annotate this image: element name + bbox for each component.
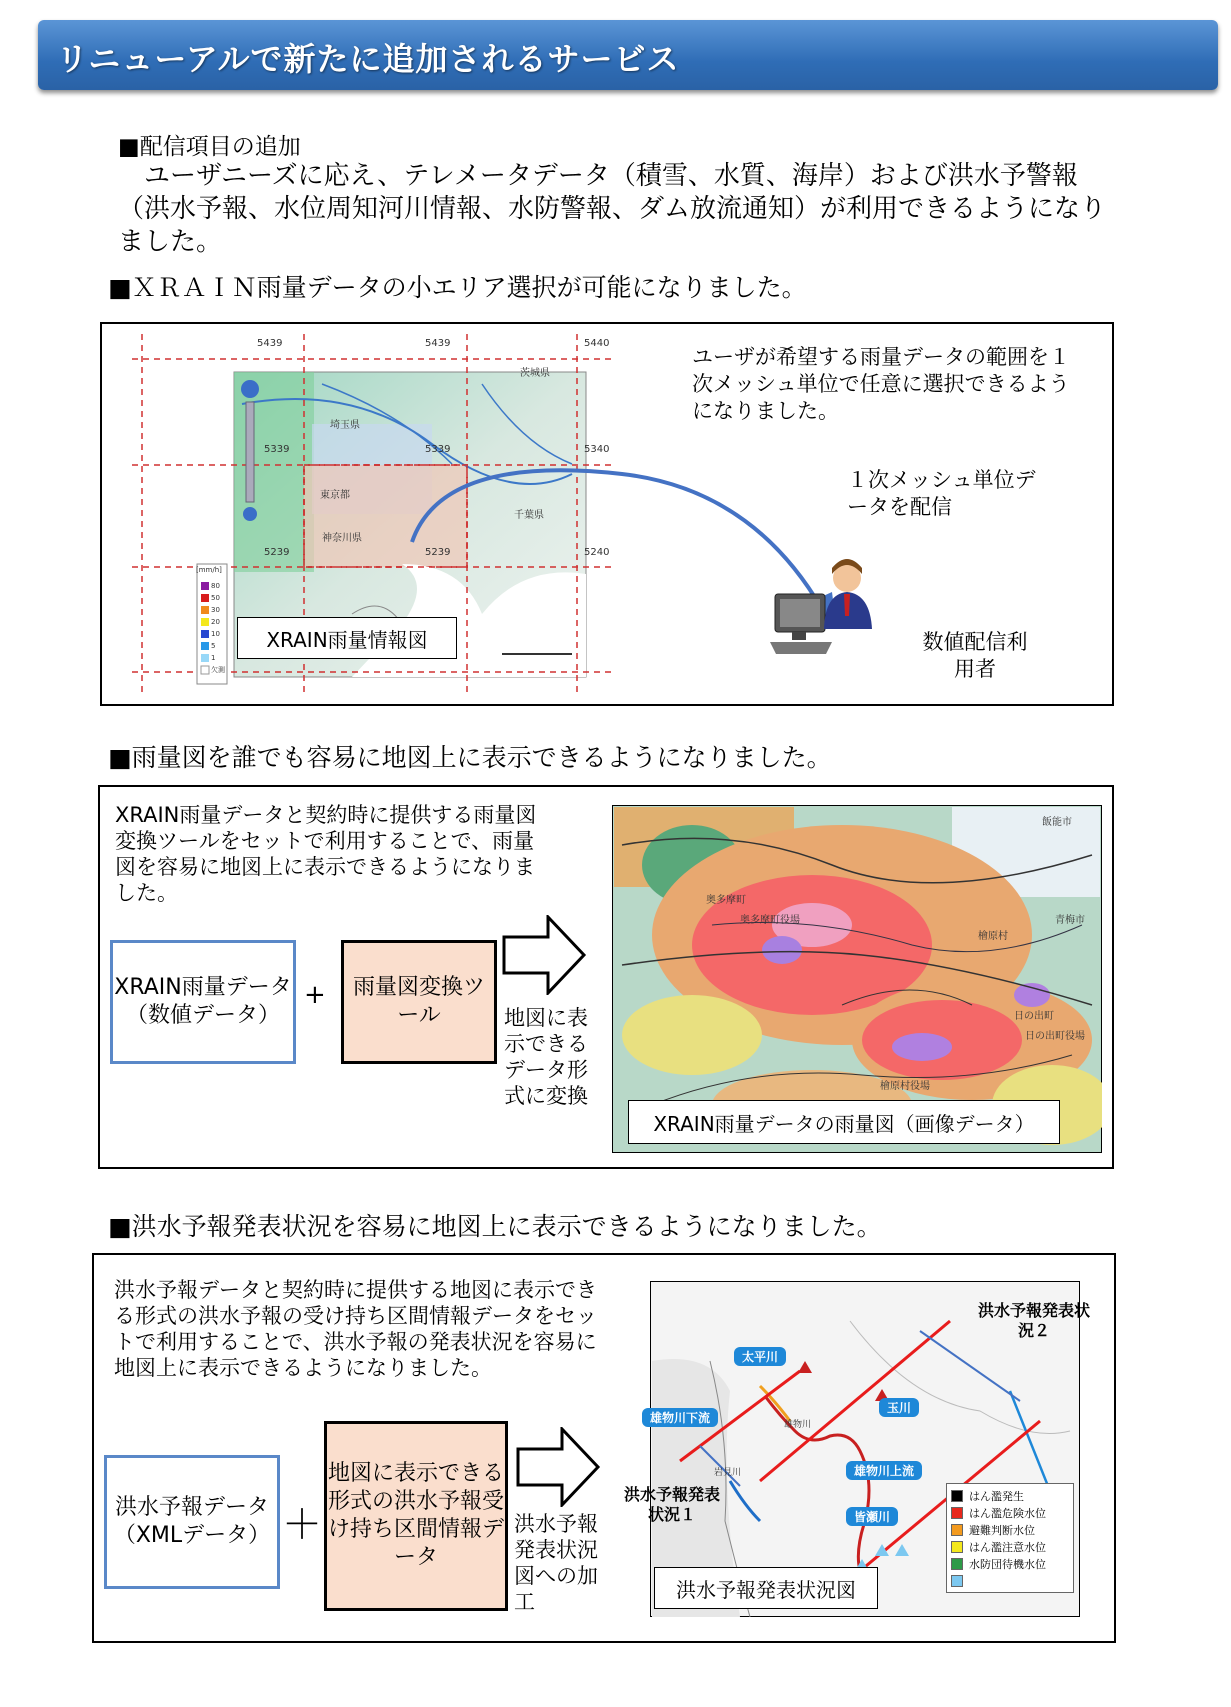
legend-row [951, 1555, 1069, 1572]
legend-value: 30 [211, 606, 220, 614]
status1-label: 洪水予報発表状況１ [623, 1485, 720, 1524]
legend-values [211, 580, 225, 676]
processing-arrow-label: 洪水予報発表状況図への加工 [514, 1512, 598, 1614]
section1-heading: ■配信項目の追加 [118, 134, 301, 160]
section-info-box: 地図に表示できる形式の洪水予報受け持ち区間情報データ [324, 1421, 508, 1611]
legend-value: 1 [211, 654, 216, 662]
place-label: 埼玉県 [330, 420, 360, 431]
section1-body: ユーザニーズに応え、テレメータデータ（積雪、水質、海岸）および洪水予警報（洪水予報、水位周知河川情報、水防警報、ダム放流通知）が利用できるようになりました。 [118, 161, 1107, 257]
mesh-code: 5339 [264, 444, 290, 455]
place-label: 檜原村役場 [880, 1081, 930, 1092]
legend-row [951, 1521, 1069, 1538]
place-label: 檜原村 [978, 931, 1008, 942]
map-caption: XRAIN雨量情報図 [237, 617, 457, 659]
banner-title: リニューアルで新たに追加されるサービス [56, 40, 680, 78]
flood-map-caption: 洪水予報発表状況図 [654, 1567, 878, 1609]
mesh-code: 5239 [425, 547, 451, 558]
legend-label: 水防団待機水位 [969, 1557, 1046, 1571]
legend-row [951, 1572, 1069, 1589]
right-arrow-icon [500, 915, 590, 995]
legend-label: はん濫危険水位 [969, 1506, 1046, 1520]
legend-label: はん濫発生 [969, 1489, 1024, 1503]
legend-row [951, 1504, 1069, 1521]
legend-swatch [951, 1541, 963, 1553]
right-arrow-icon [514, 1427, 604, 1507]
plus-sign: ＋ [282, 1502, 322, 1548]
place-label: 東京都 [320, 490, 350, 501]
legend-label: はん濫注意水位 [969, 1540, 1046, 1554]
section4-heading: ■洪水予報発表状況を容易に地図上に表示できるようになりました。 [108, 1212, 882, 1241]
conversion-arrow-label: 地図に表示できるデータ形式に変換 [504, 1006, 588, 1108]
mesh-code: 5439 [425, 338, 451, 349]
legend-unit: [mm/h] [196, 566, 222, 574]
legend-value: 5 [211, 642, 216, 650]
flood-legend [946, 1483, 1074, 1593]
place-label: 茨城県 [520, 368, 550, 379]
flood-data-box: 洪水予報データ（XMLデータ） [104, 1455, 280, 1589]
legend-value: 80 [211, 582, 220, 590]
mesh-arrow-label: １次メッシュ単位データを配信 [847, 468, 1036, 519]
section3-description: XRAIN雨量データと契約時に提供する雨量図変換ツールをセットで利用することで、雨量図を容易に地図上に表示できるようになりました。 [115, 803, 537, 905]
legend-value: 10 [211, 630, 220, 638]
place-label: 飯能市 [1042, 817, 1072, 828]
plus-sign: + [304, 980, 326, 1010]
section2-description: ユーザが希望する雨量データの範囲を１次メッシュ単位で任意に選択できるようになりました。 [692, 345, 1070, 423]
mesh-code: 5440 [584, 338, 610, 349]
place-label: 奥多摩町 [706, 895, 746, 906]
river-label: 玉川 [879, 1398, 919, 1417]
place-label: 奥多摩町役場 [740, 915, 800, 926]
place-label: 日の出町 [1014, 1011, 1054, 1022]
rainfall-map-caption: XRAIN雨量データの雨量図（画像データ） [628, 1100, 1060, 1144]
xrain-data-box: XRAIN雨量データ（数値データ） [110, 940, 296, 1064]
legend-row [951, 1538, 1069, 1555]
river-label: 皆瀬川 [846, 1507, 898, 1526]
place-label: 千葉県 [514, 510, 544, 521]
place-label: 青梅市 [1055, 915, 1085, 926]
legend-row [951, 1487, 1069, 1504]
section3-heading: ■雨量図を誰でも容易に地図上に表示できるようになりました。 [108, 743, 832, 772]
legend-swatch [951, 1558, 963, 1570]
section2-heading: ■ＸＲＡＩＮ雨量データの小エリア選択が可能になりました。 [108, 273, 807, 302]
section3-box [98, 785, 1114, 1169]
river-label: 雄物川上流 [846, 1461, 922, 1480]
legend-label: 避難判断水位 [969, 1523, 1035, 1537]
legend-swatch [951, 1524, 963, 1536]
section4-box [92, 1253, 1116, 1643]
status2-label: 洪水予報発表状況２ [977, 1301, 1090, 1340]
mesh-code: 5240 [584, 547, 610, 558]
place-label: 神奈川県 [322, 533, 362, 544]
legend-value: 20 [211, 618, 220, 626]
banner [38, 20, 1218, 90]
section4-description: 洪水予報データと契約時に提供する地図に表示できる形式の洪水予報の受け持ち区間情報データをセットで利用することで、洪水予報の発表状況を容易に地図上に表示できるようになりました。 [114, 1278, 597, 1380]
mesh-code: 5239 [264, 547, 290, 558]
mesh-code: 5339 [425, 444, 451, 455]
river-label: 太平川 [734, 1347, 786, 1366]
conversion-tool-box: 雨量図変換ツール [341, 940, 497, 1064]
legend-value: 欠測 [211, 666, 225, 674]
place-label: 雄物川 [784, 1420, 812, 1430]
legend-value: 50 [211, 594, 220, 602]
legend-swatch [951, 1507, 963, 1519]
legend-swatch [951, 1575, 963, 1587]
place-label: 岩見川 [714, 1468, 742, 1478]
user-label: 数値配信利用者 [922, 630, 1028, 681]
mesh-code: 5439 [257, 338, 283, 349]
mesh-code: 5340 [584, 444, 610, 455]
river-label: 雄物川下流 [642, 1408, 718, 1427]
legend-swatch [951, 1490, 963, 1502]
place-label: 日の出町役場 [1025, 1031, 1085, 1042]
section2-box [100, 322, 1114, 706]
